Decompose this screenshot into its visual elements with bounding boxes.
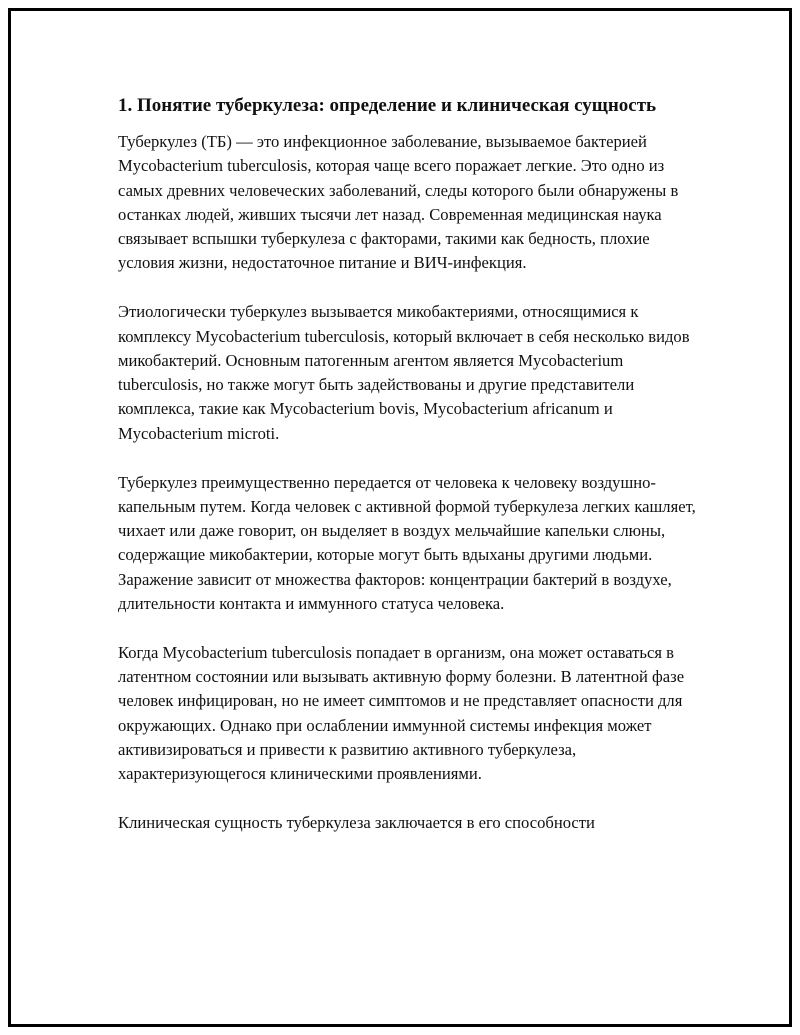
paragraph-etiology: Этиологически туберкулез вызывается микобактериями, относящимися к комплексу Mycobacterium tuberculosis, который включает в себя несколько видов микобактерий. Основным патогенным агентом является Mycobacterium tuberculosis, но также могут быть задействованы и другие представители комплекса, такие как Mycobacterium bovis, Mycobacterium africanum и Mycobacterium microti.: [118, 302, 690, 443]
paragraph-definition: Туберкулез (ТБ) — это инфекционное заболевание, вызываемое бактерией Mycobacterium tuberculosis, которая чаще всего поражает легкие. Это одно из самых древних человеческих заболеваний, следы которого были обнаружены в останках людей, живших тысячи лет назад. Современная медицинская наука связывает вспышки туберкулеза с факторами, такими как бедность, плохие условия жизни, недостаточное питание и ВИЧ-инфекция.: [118, 132, 679, 273]
document-body: [118, 92, 698, 860]
paragraph-transmission: Туберкулез преимущественно передается от человека к человеку воздушно-капельным путем. Когда человек с активной формой туберкулеза легких кашляет, чихает или даже говорит, он выделяет в воздух мельчайшие капельки слюны, содержащие микобактерии, которые могут быть вдыханы другими людьми. Заражение зависит от множества факторов: концентрации бактерий в воздухе, длительности контакта и иммунного статуса человека.: [118, 472, 696, 614]
section-heading: 1. Понятие туберкулеза: определение и клиническая сущность: [118, 95, 657, 116]
paragraph-clinical: Клиническая сущность туберкулеза заключается в его способности: [118, 813, 595, 833]
paragraph-latency: Когда Mycobacterium tuberculosis попадает в организм, она может оставаться в латентном состоянии или вызывать активную форму болезни. В латентной фазе человек инфицирован, но не имеет симптомов и не представляет опасности для окружающих. Однако при ослаблении иммунной системы инфекция может активизироваться и привести к развитию активного туберкулеза, характеризующегося клиническими проявлениями.: [118, 642, 685, 784]
